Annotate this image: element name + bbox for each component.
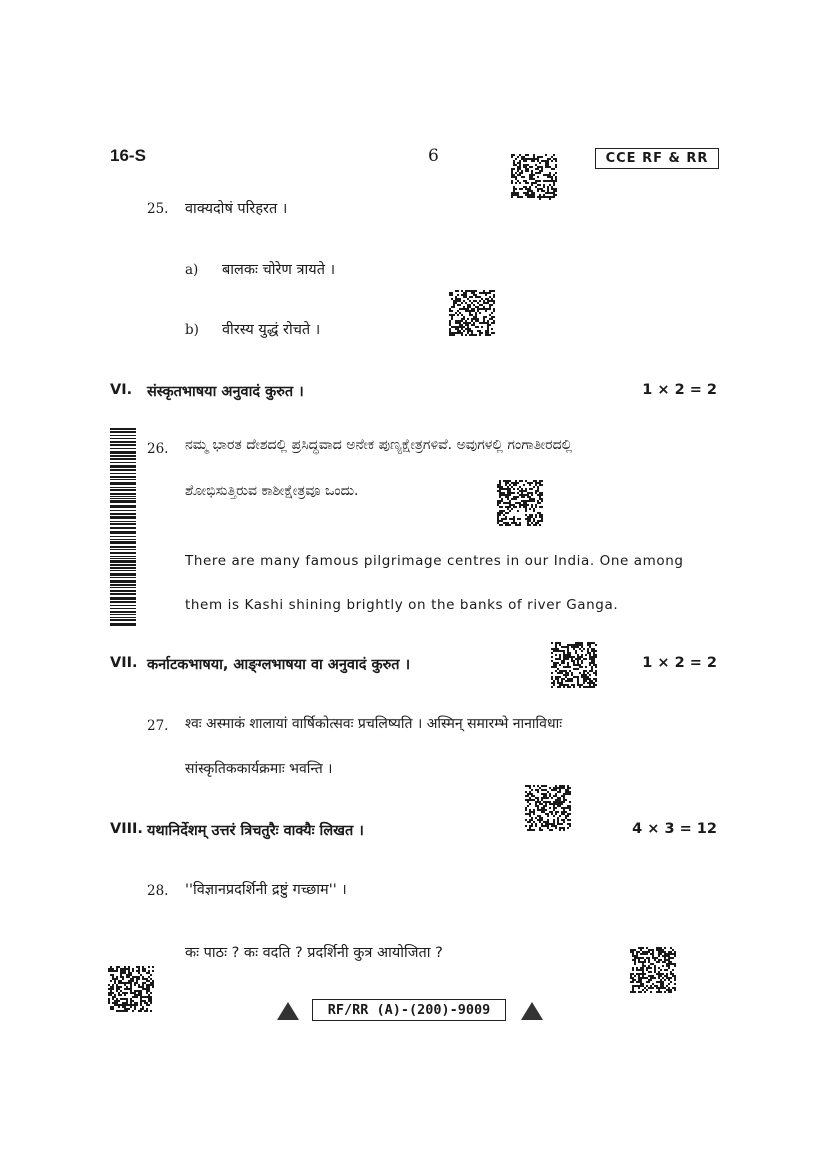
section-label: VIII. (110, 821, 143, 837)
page-number: 6 (428, 146, 439, 166)
question-text: श्वः अस्माकं शालायां वार्षिकोत्सवः प्रचलिष्यति । अस्मिन् समारम्भे नानाविधाः (185, 716, 563, 732)
kannada-text: ನಮ್ಮ ಭಾರತ ದೇಶದಲ್ಲಿ ಪ್ರಸಿದ್ಧವಾದ ಅನೇಕ ಪುಣ್ಯಕ್ಷೇತ್ರಗಳಿವೆ. ಅವುಗಳಲ್ಲಿ ಗಂಗಾತೀರದಲ್ಲಿ (185, 437, 573, 453)
paper-code: 16-S (110, 146, 146, 165)
question-number: 25. (147, 201, 169, 217)
question-number: 27. (147, 718, 169, 734)
question-number: 26. (147, 441, 169, 457)
question-text: सांस्कृतिककार्यक्रमाः भवन्ति । (185, 761, 333, 777)
section-marks: 1 × 2 = 2 (642, 382, 717, 398)
qr-code-icon (497, 480, 543, 526)
triangle-marker-icon (521, 1002, 543, 1020)
english-text: them is Kashi shining brightly on the banks of river Ganga. (185, 597, 619, 613)
kannada-text: ಶೋಭಿಸುತ್ತಿರುವ ಕಾಶೀಕ್ಷೇತ್ರವೂ ಒಂದು. (185, 483, 359, 499)
series-box: CCE RF & RR (595, 148, 719, 169)
question-prompt: वाक्यदोषं परिहरत । (185, 201, 288, 217)
qr-code-icon (551, 642, 597, 688)
barcode-icon (110, 428, 136, 626)
question-number: 28. (147, 883, 169, 899)
question-text: कः पाठः ? कः वदति ? प्रदर्शिनी कुत्र आयोजिता ? (185, 945, 443, 961)
section-title: कर्नाटकभाषया, आङ्ग्लभाषया वा अनुवादं कुरुत । (147, 657, 411, 673)
section-marks: 4 × 3 = 12 (632, 821, 717, 837)
qr-code-icon (511, 154, 557, 200)
qr-code-icon (108, 966, 154, 1012)
triangle-marker-icon (277, 1002, 299, 1020)
option-text: वीरस्य युद्धं रोचते । (222, 322, 321, 338)
option-label: a) (185, 262, 199, 278)
english-text: There are many famous pilgrimage centres in our India. One among (185, 553, 684, 569)
question-title: ''विज्ञानप्रदर्शिनी द्रष्टुं गच्छाम'' । (185, 882, 347, 898)
section-label: VI. (110, 382, 133, 398)
section-title: यथानिर्देशम् उत्तरं त्रिचतुरैः वाक्यैः लिखत । (147, 823, 364, 839)
qr-code-icon (630, 947, 676, 993)
section-label: VII. (110, 655, 138, 671)
section-marks: 1 × 2 = 2 (642, 655, 717, 671)
section-title: संस्कृतभाषया अनुवादं कुरुत । (147, 384, 304, 400)
qr-code-icon (449, 290, 495, 336)
qr-code-icon (525, 785, 571, 831)
option-label: b) (185, 322, 199, 338)
footer-code: RF/RR (A)-(200)-9009 (312, 999, 506, 1021)
option-text: बालकः चोरेण त्रायते । (222, 262, 336, 278)
